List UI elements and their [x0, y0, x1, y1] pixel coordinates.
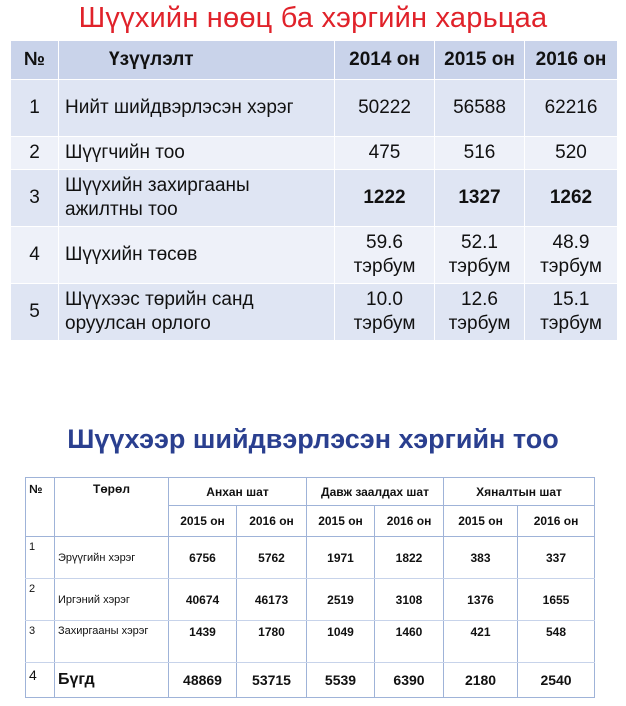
cell-value: 6756: [169, 537, 237, 579]
row-label: Нийт шийдвэрлэсэн хэрэг: [59, 80, 335, 137]
table-row: [11, 80, 618, 137]
resources-table: [10, 40, 618, 341]
col-year: 2016 он: [237, 506, 307, 537]
row-label: Бүгд: [55, 663, 169, 698]
resources-title: Шүүхийн нөөц ба хэргийн харьцаа: [78, 2, 548, 34]
row-number: 1: [26, 537, 55, 579]
cell-value: 1222: [335, 170, 435, 227]
cell-value: 516: [435, 137, 525, 170]
cell-value: 2519: [307, 579, 375, 621]
col-2016: 2016 он: [525, 41, 618, 80]
cell-value: 10.0 тэрбум: [335, 284, 435, 341]
cell-value: 421: [444, 621, 518, 663]
col-2014: 2014 он: [335, 41, 435, 80]
col-year: 2015 он: [169, 506, 237, 537]
col-year: 2016 он: [518, 506, 595, 537]
cell-value: 53715: [237, 663, 307, 698]
table-header-row: [26, 478, 595, 506]
cell-value: 52.1 тэрбум: [435, 227, 525, 284]
group-appeal: Давж заалдах шат: [307, 478, 444, 506]
cell-value: 548: [518, 621, 595, 663]
cell-value: 48869: [169, 663, 237, 698]
cell-value: 1439: [169, 621, 237, 663]
cell-value: 46173: [237, 579, 307, 621]
cell-value: 40674: [169, 579, 237, 621]
cell-value: 1327: [435, 170, 525, 227]
row-number: 2: [11, 137, 59, 170]
cell-value: 5762: [237, 537, 307, 579]
row-label: Иргэний хэрэг: [55, 579, 169, 621]
row-label: Шүүгчийн тоо: [59, 137, 335, 170]
col-number: №: [26, 478, 55, 537]
col-year: 2016 он: [375, 506, 444, 537]
table-row: [26, 579, 595, 621]
cases-title: Шүүхээр шийдвэрлэсэн хэргийн тоо: [67, 424, 559, 454]
cell-value: 59.6 тэрбум: [335, 227, 435, 284]
cell-value: 475: [335, 137, 435, 170]
cell-value: 1460: [375, 621, 444, 663]
cell-value: 3108: [375, 579, 444, 621]
row-number: 1: [11, 80, 59, 137]
cell-value: 1971: [307, 537, 375, 579]
cell-value: 12.6 тэрбум: [435, 284, 525, 341]
cell-value: 48.9 тэрбум: [525, 227, 618, 284]
row-label: Шүүхээс төрийн санд оруулсан орлого: [59, 284, 335, 341]
cases-table: [25, 477, 595, 698]
cell-value: 2180: [444, 663, 518, 698]
row-number: 4: [26, 663, 55, 698]
row-number: 5: [11, 284, 59, 341]
cell-value: 6390: [375, 663, 444, 698]
cell-value: 50222: [335, 80, 435, 137]
col-number: №: [11, 41, 59, 80]
cell-value: 1655: [518, 579, 595, 621]
cell-value: 1780: [237, 621, 307, 663]
cell-value: 1049: [307, 621, 375, 663]
cell-value: 62216: [525, 80, 618, 137]
cell-value: 5539: [307, 663, 375, 698]
table-row: [11, 137, 618, 170]
col-type: Төрөл: [55, 478, 169, 537]
cell-value: 520: [525, 137, 618, 170]
cell-value: 1376: [444, 579, 518, 621]
row-number: 3: [11, 170, 59, 227]
cell-value: 2540: [518, 663, 595, 698]
table-row: [11, 284, 618, 341]
row-number: 3: [26, 621, 55, 663]
cell-value: 1822: [375, 537, 444, 579]
col-year: 2015 он: [444, 506, 518, 537]
row-number: 4: [11, 227, 59, 284]
group-supervisory: Хяналтын шат: [444, 478, 595, 506]
table-header-row: [11, 41, 618, 80]
row-number: 2: [26, 579, 55, 621]
table-total-row: [26, 663, 595, 698]
cell-value: 56588: [435, 80, 525, 137]
row-label: Шүүхийн захиргааны ажилтны тоо: [59, 170, 335, 227]
cell-value: 337: [518, 537, 595, 579]
cell-value: 383: [444, 537, 518, 579]
col-2015: 2015 он: [435, 41, 525, 80]
table-row: [26, 621, 595, 663]
cell-value: 1262: [525, 170, 618, 227]
row-label: Эрүүгийн хэрэг: [55, 537, 169, 579]
col-indicator: Үзүүлэлт: [59, 41, 335, 80]
table-row: [11, 170, 618, 227]
row-label: Шүүхийн төсөв: [59, 227, 335, 284]
group-first-instance: Анхан шат: [169, 478, 307, 506]
table-row: [11, 227, 618, 284]
col-year: 2015 он: [307, 506, 375, 537]
table-row: [26, 537, 595, 579]
cell-value: 15.1 тэрбум: [525, 284, 618, 341]
row-label: Захиргааны хэрэг: [55, 621, 169, 663]
